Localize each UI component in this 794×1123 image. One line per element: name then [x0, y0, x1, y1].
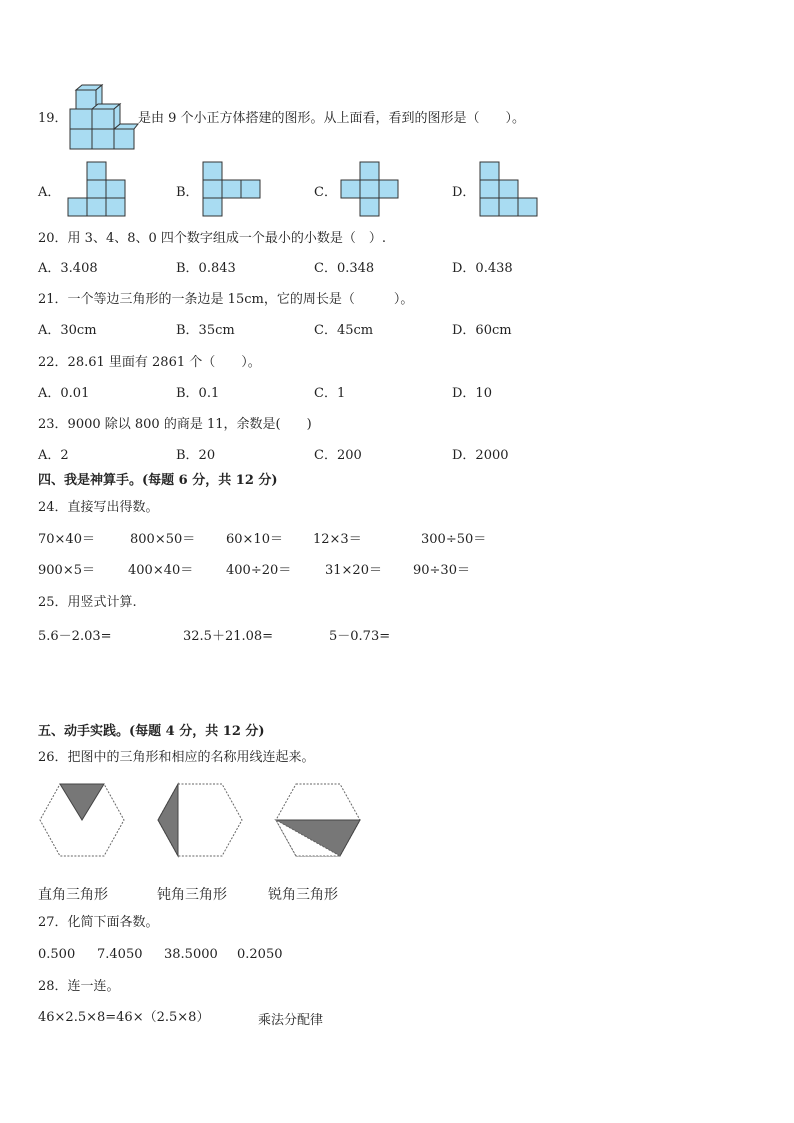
q27-item2: 7.4050: [97, 947, 143, 962]
q19-number: 19．: [38, 111, 68, 126]
section-4-heading: 四、我是神算手。(每题 6 分，共 12 分): [38, 473, 278, 488]
q28-right-law[interactable]: 乘法分配律: [258, 1013, 324, 1028]
q28-left-expression[interactable]: 46×2.5×8=46×（2.5×8）: [38, 1010, 210, 1025]
q26-text: 26．把图中的三角形和相应的名称用线连起来。: [38, 750, 315, 765]
q19-option-b-label[interactable]: B．: [176, 185, 199, 200]
q26-hexagon-obtuse-triangle: [157, 783, 243, 858]
q25-text: 25．用竖式计算.: [38, 595, 137, 610]
q23-text: 23．9000 除以 800 的商是 11，余数是( ): [38, 417, 312, 432]
q24-r2-item5: 90÷30＝: [413, 563, 470, 578]
q24-r1-item2: 800×50＝: [130, 532, 196, 547]
q19-option-d-label[interactable]: D．: [452, 185, 476, 200]
q19-text: 是由 9 个小正方体搭建的图形。从上面看，看到的图形是（ ）。: [138, 111, 526, 126]
q24-text: 24．直接写出得数。: [38, 500, 159, 515]
q21-option-c[interactable]: C．45cm: [314, 323, 374, 338]
q27-item4: 0.2050: [237, 947, 283, 962]
q19-option-a-label[interactable]: A．: [38, 185, 61, 200]
q22-option-d[interactable]: D．10: [452, 386, 492, 401]
q20-option-a[interactable]: A．3.408: [38, 261, 98, 276]
q20-text: 20．用 3、4、8、0 四个数字组成一个最小的小数是（ ）.: [38, 231, 387, 246]
q19-option-d-figure[interactable]: [479, 162, 539, 218]
q27-item1: 0.500: [38, 947, 76, 962]
q24-r1-item4: 12×3＝: [313, 532, 362, 547]
q22-option-b[interactable]: B．0.1: [176, 386, 220, 401]
q24-r1-item5: 300÷50＝: [421, 532, 487, 547]
q24-r2-item4: 31×20＝: [325, 563, 382, 578]
q26-label-right-triangle[interactable]: 直角三角形: [38, 887, 108, 903]
q26-label-acute-triangle[interactable]: 锐角三角形: [268, 887, 338, 903]
q19-cube-figure: [68, 84, 138, 150]
q20-option-c[interactable]: C．0.348: [314, 261, 375, 276]
q20-option-d[interactable]: D．0.438: [452, 261, 513, 276]
q19-option-c-figure[interactable]: [340, 162, 400, 218]
q21-option-d[interactable]: D．60cm: [452, 323, 512, 338]
q19-option-a-figure[interactable]: [67, 162, 127, 218]
q26-hexagon-acute-triangle: [275, 783, 361, 858]
q21-text: 21．一个等边三角形的一条边是 15cm，它的周长是（ ）。: [38, 292, 414, 307]
q23-option-a[interactable]: A．2: [38, 448, 69, 463]
q21-option-a[interactable]: A．30cm: [38, 323, 97, 338]
q19-option-c-label[interactable]: C．: [314, 185, 337, 200]
q22-text: 22．28.61 里面有 2861 个（ ）。: [38, 355, 261, 370]
q24-r2-item2: 400×40＝: [128, 563, 194, 578]
q19-option-b-figure[interactable]: [202, 162, 262, 218]
q24-r1-item3: 60×10＝: [226, 532, 283, 547]
q20-option-b[interactable]: B．0.843: [176, 261, 236, 276]
q24-r2-item1: 900×5＝: [38, 563, 95, 578]
q22-option-c[interactable]: C．1: [314, 386, 346, 401]
q28-text: 28．连一连。: [38, 979, 120, 994]
q27-text: 27．化简下面各数。: [38, 915, 159, 930]
q21-option-b[interactable]: B．35cm: [176, 323, 235, 338]
q23-option-c[interactable]: C．200: [314, 448, 362, 463]
q25-item2: 32.5＋21.08=: [183, 629, 274, 644]
q22-option-a[interactable]: A．0.01: [38, 386, 90, 401]
q27-item3: 38.5000: [164, 947, 218, 962]
section-5-heading: 五、动手实践。(每题 4 分，共 12 分): [38, 724, 265, 739]
q24-r1-item1: 70×40＝: [38, 532, 95, 547]
q23-option-b[interactable]: B．20: [176, 448, 216, 463]
q24-r2-item3: 400÷20＝: [226, 563, 292, 578]
q25-item3: 5－0.73=: [329, 629, 391, 644]
q26-hexagon-right-triangle: [39, 783, 125, 858]
q26-label-obtuse-triangle[interactable]: 钝角三角形: [157, 887, 227, 903]
q23-option-d[interactable]: D．2000: [452, 448, 509, 463]
q25-item1: 5.6－2.03=: [38, 629, 112, 644]
